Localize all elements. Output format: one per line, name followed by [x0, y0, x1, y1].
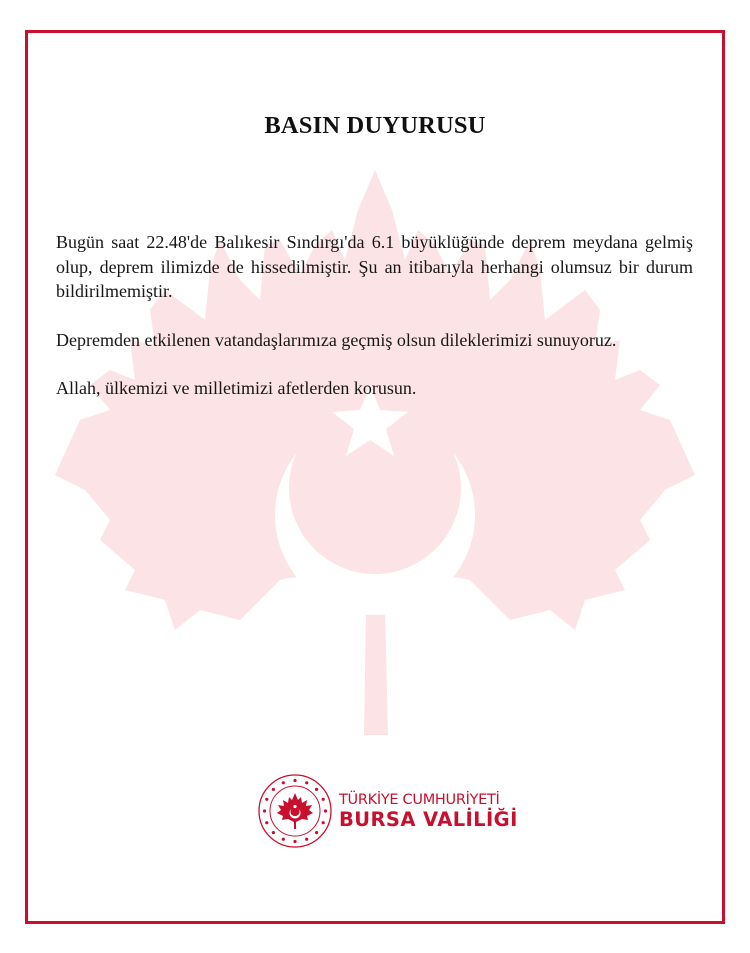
state-emblem-icon: [257, 773, 333, 849]
logo-text: [339, 793, 518, 830]
announcement-body: [56, 230, 693, 425]
logo-line-republic: TÜRKİYE CUMHURİYETİ: [339, 791, 500, 808]
logo-line-governorship: BURSA VALİLİĞİ: [339, 808, 518, 831]
governorship-logo: [257, 773, 518, 849]
paragraph-earthquake-report: Bugün saat 22.48'de Balıkesir Sındırgı'da 6.1 büyüklüğünde deprem meydana gelmiş olup, deprem ilimizde de hissedilmiştir. Şu an itibarıyla herhangi olumsuz bir durum bildirilmemiştir.: [56, 232, 693, 301]
paragraph-prayer: Allah, ülkemizi ve milletimizi afetlerden korusun.: [56, 378, 417, 398]
paragraph-condolences: Depremden etkilenen vatandaşlarımıza geçmiş olsun dileklerimizi sunuyoruz.: [56, 329, 617, 350]
page-title: BASIN DUYURUSU: [264, 112, 486, 139]
